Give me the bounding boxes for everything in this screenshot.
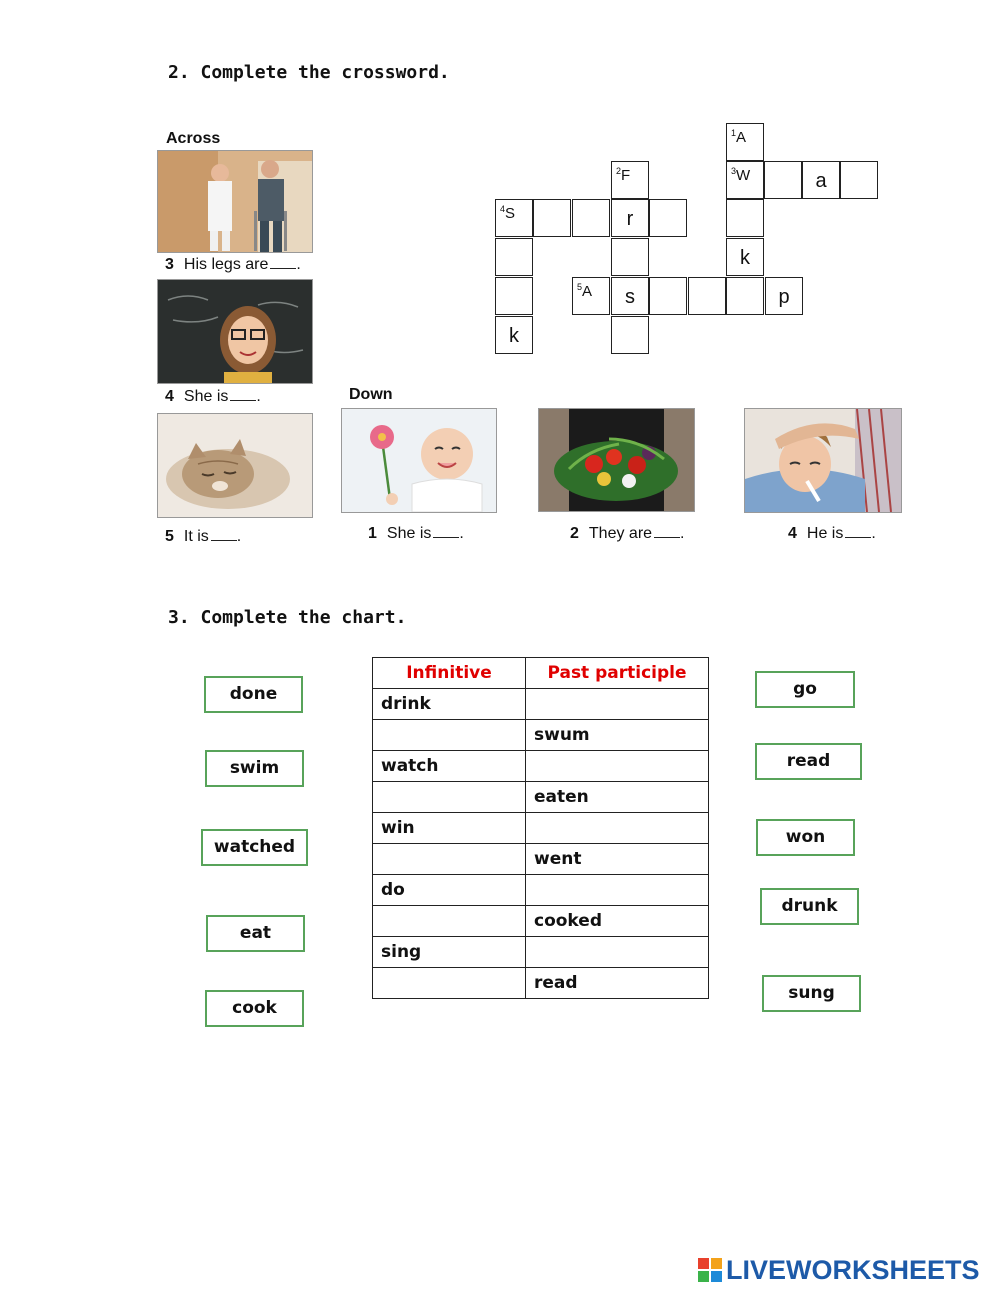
chart-header-infinitive: Infinitive: [373, 658, 526, 689]
section2-heading: 2. Complete the crossword.: [168, 62, 450, 83]
crossword-cell-4across-1[interactable]: [495, 199, 533, 237]
table-row: [373, 875, 709, 906]
cell-letter: S: [505, 205, 516, 222]
word-box-sung[interactable]: sung: [762, 975, 861, 1012]
crossword-cell-1down-5[interactable]: [726, 238, 764, 276]
crossword-cell-5across-2[interactable]: [611, 277, 649, 315]
table-row: [373, 937, 709, 968]
liveworksheets-logo: [698, 1254, 980, 1286]
across3-number: 3: [165, 256, 174, 273]
down4-caption: [788, 525, 876, 543]
cell-letter: k: [740, 247, 750, 269]
down1-number: 1: [368, 525, 377, 542]
table-row: [373, 689, 709, 720]
word-box-won[interactable]: won: [756, 819, 855, 856]
table-row: [373, 906, 709, 937]
word-box-cook[interactable]: cook: [205, 990, 304, 1027]
cell-letter: W: [736, 167, 751, 184]
crossword-cell-4down-3[interactable]: [495, 277, 533, 315]
across5-photo: [157, 413, 313, 518]
down1-blank: [433, 526, 459, 538]
chart-cell[interactable]: [373, 720, 526, 751]
across4-caption: [165, 388, 261, 406]
across3-photo: [157, 150, 313, 253]
crossword-cell-4across-4[interactable]: [611, 199, 649, 237]
across5-end: .: [236, 528, 242, 545]
across5-blank: [211, 529, 237, 541]
cell-letter: p: [778, 286, 790, 308]
down2-end: .: [680, 525, 685, 542]
crossword-cell-3across-3[interactable]: [802, 161, 840, 199]
word-box-drunk[interactable]: drunk: [760, 888, 859, 925]
crossword-cell-4down-4[interactable]: [495, 316, 533, 354]
cell-letter: A: [582, 283, 593, 300]
table-row: [373, 751, 709, 782]
chart-cell[interactable]: win: [373, 813, 526, 844]
table-row: [373, 844, 709, 875]
word-box-done[interactable]: done: [204, 676, 303, 713]
crossword-cell-3across-2[interactable]: [764, 161, 802, 199]
across3-end: .: [296, 256, 301, 273]
across4-number: 4: [165, 388, 174, 405]
crossword-cell-4down-2[interactable]: [495, 238, 533, 276]
chart-cell[interactable]: do: [373, 875, 526, 906]
chart-cell[interactable]: cooked: [526, 906, 709, 937]
chart-cell[interactable]: [373, 906, 526, 937]
table-row: [373, 813, 709, 844]
crossword-cell-5across-6[interactable]: [765, 277, 803, 315]
crossword-cell-4across-3[interactable]: [572, 199, 610, 237]
word-box-read[interactable]: read: [755, 743, 862, 780]
chart-header-past-participle: Past participle: [526, 658, 709, 689]
down-label: Down: [349, 386, 393, 403]
chart-cell[interactable]: sing: [373, 937, 526, 968]
word-box-swim[interactable]: swim: [205, 750, 304, 787]
crossword-cell-4across-5[interactable]: [649, 199, 687, 237]
across5-caption: [165, 528, 241, 546]
down4-blank: [845, 526, 871, 538]
cell-letter: r: [626, 208, 634, 230]
down2-text: They are: [588, 525, 653, 542]
crossword-cell-2down-1[interactable]: [611, 161, 649, 199]
cell-letter: s: [625, 286, 635, 308]
across5-text: It is: [183, 528, 209, 545]
across4-photo: [157, 279, 313, 384]
down2-number: 2: [570, 525, 579, 542]
clue-number: 4: [500, 204, 506, 214]
across-label: Across: [166, 130, 221, 147]
table-row: [373, 782, 709, 813]
chart-cell[interactable]: [526, 937, 709, 968]
down1-end: .: [459, 525, 464, 542]
chart-cell[interactable]: drink: [373, 689, 526, 720]
across3-text: His legs are: [183, 256, 269, 273]
crossword-cell-4across-2[interactable]: [533, 199, 571, 237]
chart-cell[interactable]: watch: [373, 751, 526, 782]
table-row: [373, 720, 709, 751]
cell-letter: F: [621, 167, 631, 184]
chart-cell[interactable]: [526, 751, 709, 782]
chart-cell[interactable]: went: [526, 844, 709, 875]
word-box-eat[interactable]: eat: [206, 915, 305, 952]
logo-text: LIVEWORKSHEETS: [726, 1254, 980, 1285]
down4-number: 4: [788, 525, 797, 542]
cell-letter: a: [815, 170, 827, 192]
crossword-cell-2down-3[interactable]: [611, 238, 649, 276]
crossword-cell-5across-1[interactable]: [572, 277, 610, 315]
cell-letter: k: [509, 325, 519, 347]
logo-blocks-icon: [698, 1258, 722, 1282]
chart-cell[interactable]: [526, 813, 709, 844]
chart-header-row: [373, 658, 709, 689]
down1-text: She is: [386, 525, 432, 542]
clue-number: 3: [731, 166, 737, 176]
crossword-cell-1down-1[interactable]: [726, 123, 764, 161]
chart-cell[interactable]: [373, 782, 526, 813]
down1-photo: [341, 408, 497, 513]
chart-cell[interactable]: read: [526, 968, 709, 999]
crossword-cell-5across-4[interactable]: [688, 277, 726, 315]
down4-text: He is: [806, 525, 844, 542]
down2-photo: [538, 408, 695, 512]
chart-cell[interactable]: swum: [526, 720, 709, 751]
crossword-cell-5across-5[interactable]: [726, 277, 764, 315]
chart-cell[interactable]: [526, 689, 709, 720]
crossword-cell-3across-1[interactable]: [726, 161, 764, 199]
across4-end: .: [256, 388, 261, 405]
down2-caption: [570, 525, 685, 543]
chart-cell[interactable]: eaten: [526, 782, 709, 813]
word-box-go[interactable]: go: [755, 671, 855, 708]
crossword-cell-5across-3[interactable]: [649, 277, 687, 315]
down2-blank: [654, 526, 680, 538]
word-box-watched[interactable]: watched: [201, 829, 308, 866]
across4-blank: [230, 389, 256, 401]
across4-text: She is: [183, 388, 229, 405]
down4-photo: [744, 408, 902, 513]
down4-end: .: [871, 525, 876, 542]
clue-number: 1: [731, 128, 737, 138]
down1-caption: [368, 525, 464, 543]
across5-number: 5: [165, 528, 174, 545]
cell-letter: A: [736, 129, 747, 146]
chart-cell[interactable]: [526, 875, 709, 906]
section3-heading: 3. Complete the chart.: [168, 607, 407, 628]
across3-blank: [270, 257, 296, 269]
verb-chart: [372, 657, 709, 999]
chart-cell[interactable]: [373, 968, 526, 999]
crossword-cell-2down-5[interactable]: [611, 316, 649, 354]
clue-number: 5: [577, 282, 583, 292]
crossword-cell-1down-4[interactable]: [726, 199, 764, 237]
crossword-cell-3across-4[interactable]: [840, 161, 878, 199]
chart-cell[interactable]: [373, 844, 526, 875]
table-row: [373, 968, 709, 999]
across3-caption: [165, 256, 301, 274]
clue-number: 2: [616, 166, 622, 176]
